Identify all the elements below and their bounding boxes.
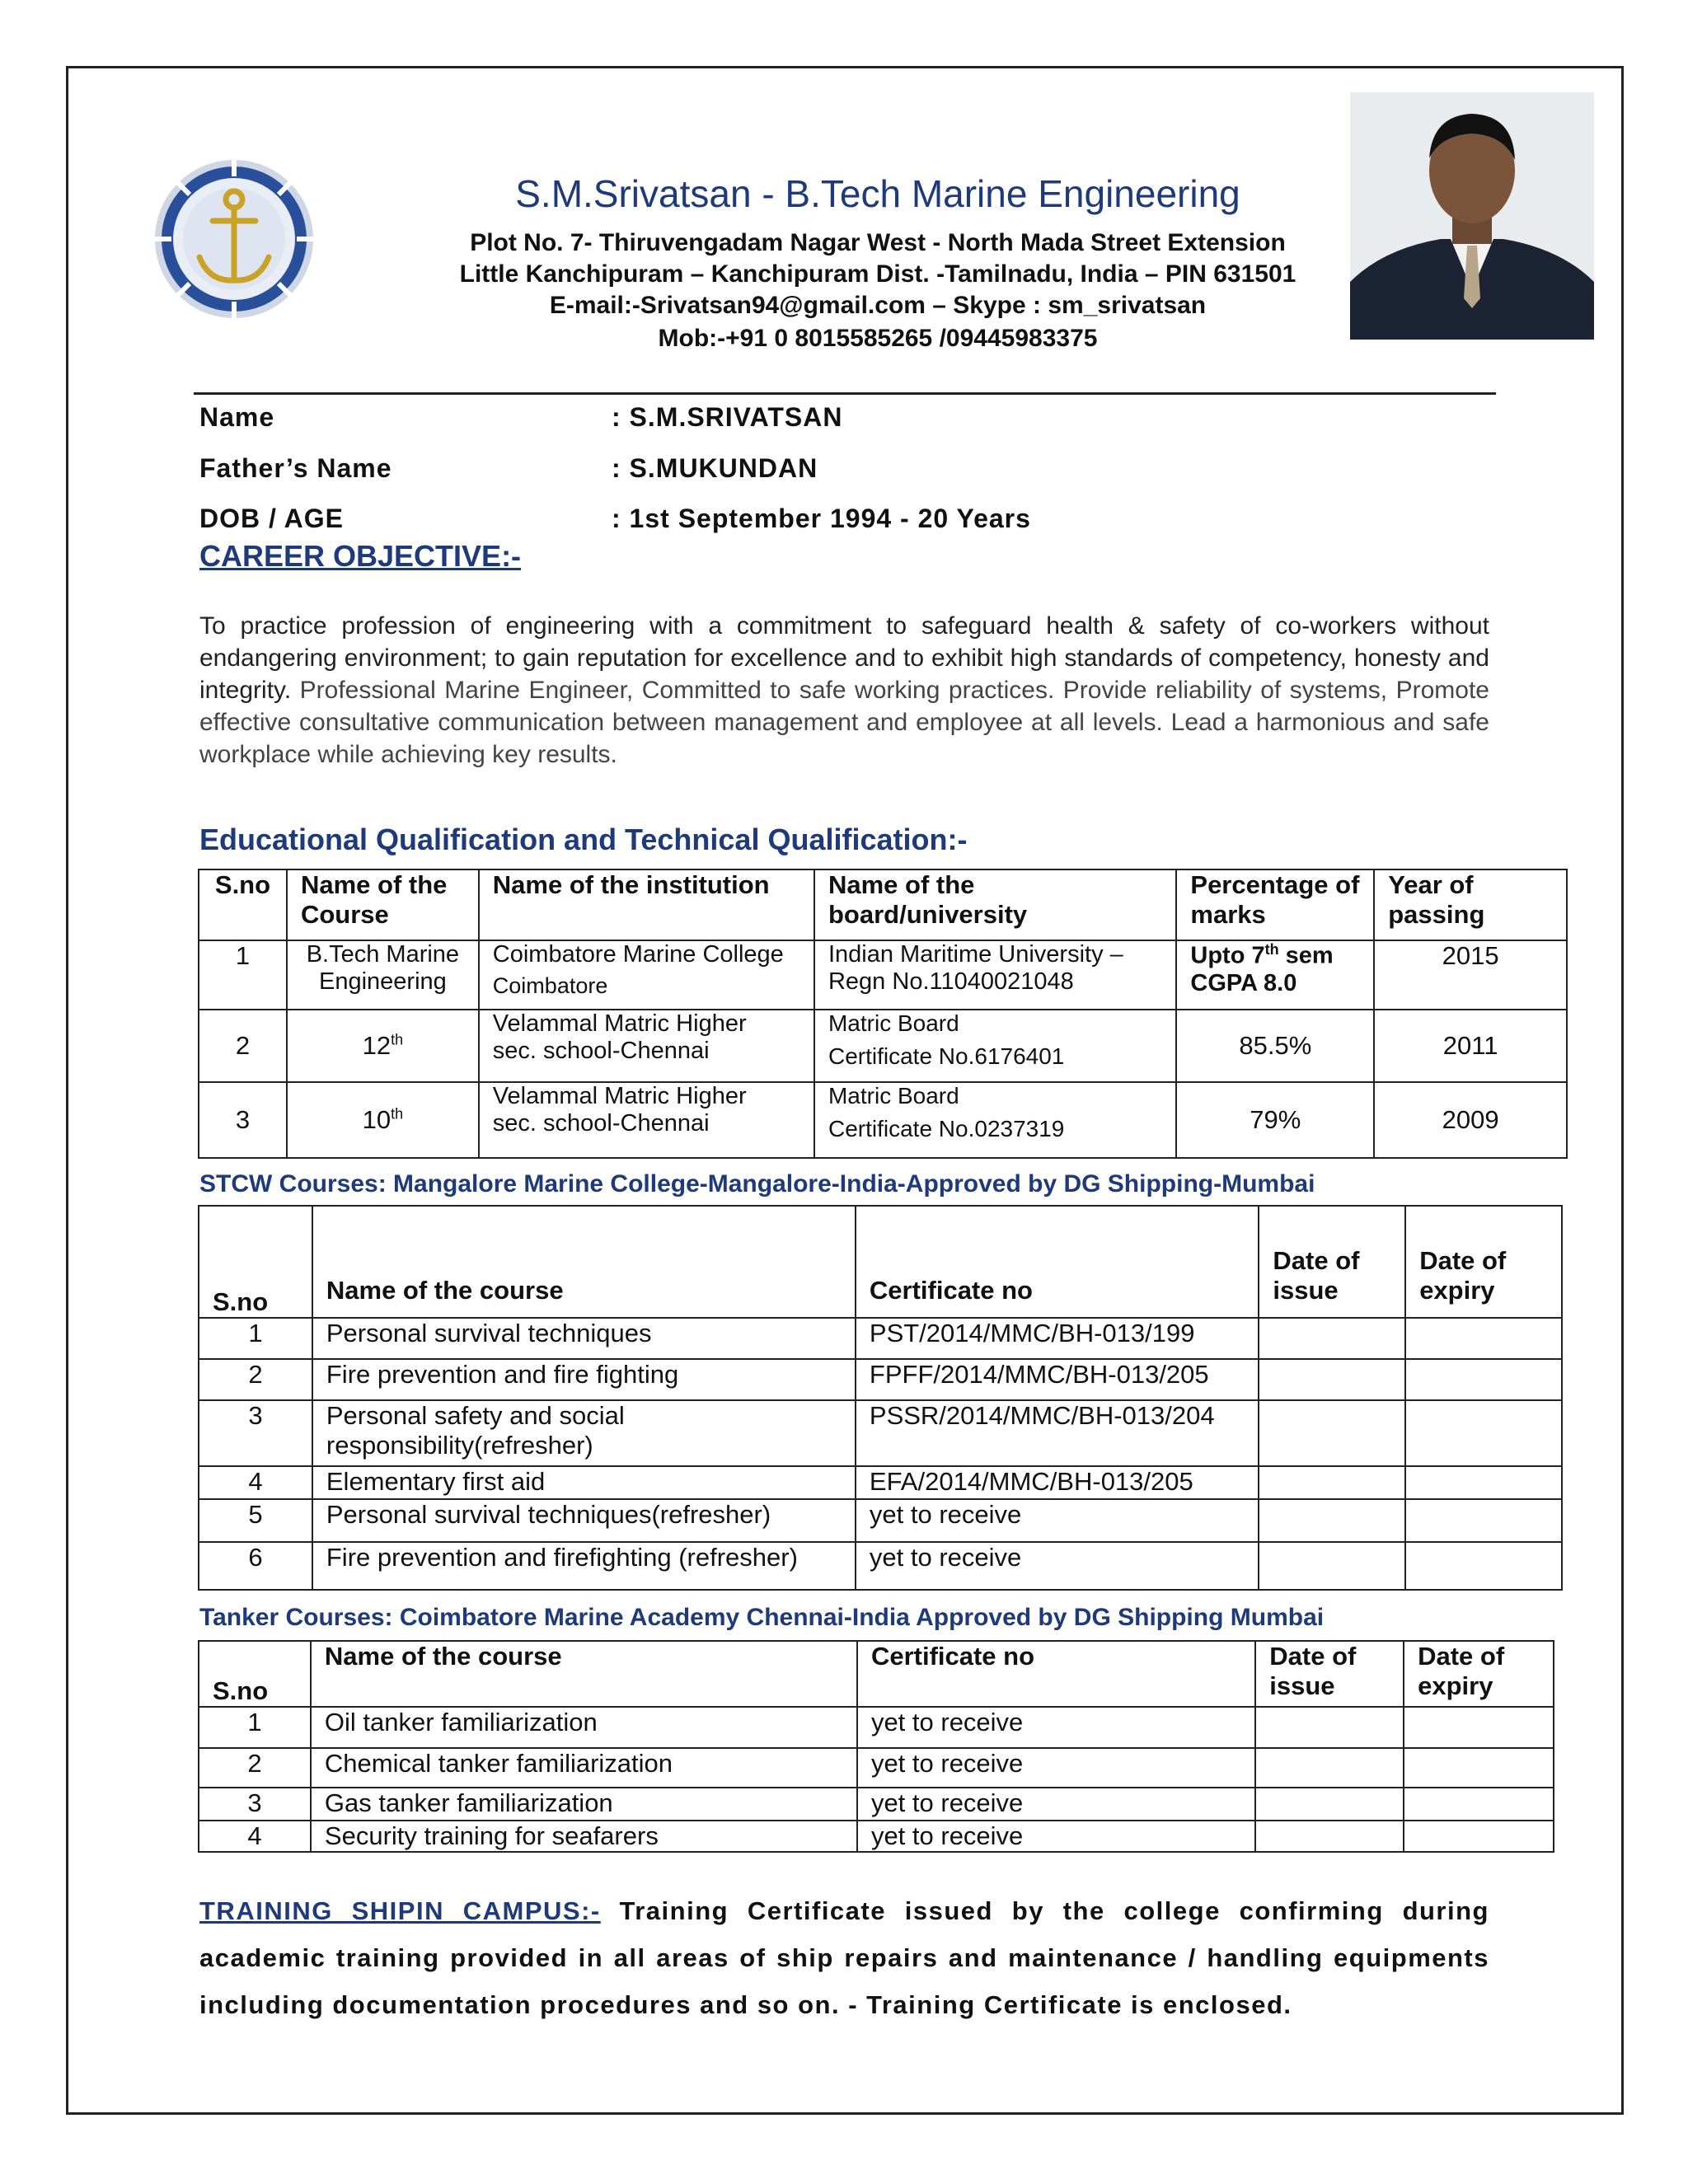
header-percentage: Percentage of marks (1176, 869, 1374, 940)
board-name: Matric Board (828, 1083, 959, 1108)
expiry-cell (1405, 1318, 1562, 1359)
table-row (199, 1542, 1562, 1590)
education-header-row (199, 869, 1567, 940)
sno-cell: 2 (199, 1748, 311, 1788)
sno-cell: 2 (199, 1359, 312, 1400)
issue-cell (1259, 1542, 1405, 1590)
table-row (199, 1082, 1567, 1158)
board-cell (814, 1010, 1176, 1082)
table-row (199, 1318, 1562, 1359)
sno-cell: 2 (199, 1010, 287, 1082)
address-line-1: Plot No. 7- Thiruvengadam Nagar West - North Mada Street Extension (470, 229, 1286, 256)
address-line-2: Little Kanchipuram – Kanchipuram Dist. -Tamilnadu, India – PIN 631501 (459, 260, 1296, 288)
header-divider (194, 392, 1496, 395)
training-paragraph (199, 1887, 1489, 2028)
institution-cell (479, 1082, 814, 1158)
sno-cell: 1 (199, 1318, 312, 1359)
stcw-table (198, 1205, 1563, 1591)
career-objective-heading: CAREER OBJECTIVE:- (199, 539, 522, 573)
board-detail: Regn No.11040021048 (828, 968, 1074, 995)
header-sno: S.no (199, 1206, 312, 1318)
header-certificate: Certificate no (856, 1206, 1259, 1318)
anchor-logo (152, 157, 316, 321)
stcw-header-row (199, 1206, 1562, 1318)
certificate-cell: yet to receive (857, 1788, 1255, 1821)
table-row (199, 1499, 1562, 1542)
course-cell: Fire prevention and firefighting (refresher) (312, 1542, 856, 1590)
name-label: Name (199, 402, 275, 432)
table-row (199, 1466, 1562, 1499)
resume-title: S.M.Srivatsan - B.Tech Marine Engineering (515, 172, 1240, 215)
course-text: 10 (362, 1105, 392, 1134)
year-cell: 2009 (1374, 1082, 1567, 1158)
table-row (199, 1707, 1554, 1748)
certificate-cell: yet to receive (857, 1821, 1255, 1852)
tanker-heading: Tanker Courses: Coimbatore Marine Academy Chennai-India Approved by DG Shipping Mumbai (199, 1604, 1325, 1631)
dob-label: DOB / AGE (199, 504, 344, 533)
certificate-cell: yet to receive (856, 1499, 1259, 1542)
table-row (199, 1821, 1554, 1852)
tanker-table (198, 1640, 1554, 1853)
institution-city: sec. school-Chennai (492, 1038, 710, 1064)
header-date-expiry: Date of expiry (1404, 1641, 1554, 1707)
institution-cell (479, 940, 814, 1010)
sno-cell: 3 (199, 1788, 311, 1821)
course-cell: Personal survival techniques(refresher) (312, 1499, 856, 1542)
board-name: Indian Maritime University – (828, 941, 1123, 968)
course-cell: Oil tanker familiarization (311, 1707, 857, 1748)
percentage-cell: 79% (1176, 1082, 1374, 1158)
year-cell: 2011 (1374, 1010, 1567, 1082)
course-text: 12 (362, 1031, 392, 1060)
certificate-cell: FPFF/2014/MMC/BH-013/205 (856, 1359, 1259, 1400)
father-name-label: Father’s Name (199, 453, 392, 483)
expiry-cell (1405, 1499, 1562, 1542)
expiry-cell (1405, 1466, 1562, 1499)
course-sup: th (391, 1105, 404, 1122)
certificate-cell: PST/2014/MMC/BH-013/199 (856, 1318, 1259, 1359)
expiry-cell (1404, 1821, 1554, 1852)
course-cell: Elementary first aid (312, 1466, 856, 1499)
header-date-issue: Date of issue (1255, 1641, 1404, 1707)
expiry-cell (1404, 1788, 1554, 1821)
name-value: : S.M.SRIVATSAN (612, 402, 843, 432)
education-heading: Educational Qualification and Technical Qualification:- (199, 823, 968, 856)
percentage-tail: sem (1278, 942, 1334, 969)
course-sup: th (391, 1031, 404, 1048)
header-date-expiry: Date of expiry (1405, 1206, 1562, 1318)
course-cell: Personal survival techniques (312, 1318, 856, 1359)
certificate-cell: yet to receive (857, 1707, 1255, 1748)
expiry-cell (1404, 1707, 1554, 1748)
certificate-cell: yet to receive (857, 1748, 1255, 1788)
percentage-text: Upto 7 (1190, 942, 1265, 969)
table-row (199, 1359, 1562, 1400)
course-cell: Security training for seafarers (311, 1821, 857, 1852)
header-board: Name of the board/university (814, 869, 1176, 940)
stcw-heading: STCW Courses: Mangalore Marine College-Mangalore-India-Approved by DG Shipping-Mumbai (199, 1170, 1315, 1197)
issue-cell (1259, 1466, 1405, 1499)
course-cell: Personal safety and social responsibility(refresher) (312, 1400, 856, 1466)
course-cell (287, 1010, 479, 1082)
career-objective-text (199, 610, 1489, 771)
course-cell: Chemical tanker familiarization (311, 1748, 857, 1788)
header-course: Name of the Course (287, 869, 479, 940)
expiry-cell (1405, 1359, 1562, 1400)
course-cell: B.Tech Marine Engineering (287, 940, 479, 1010)
career-text-b: Professional Marine Engineer, Committed to safe working practices. Provide reliability of systems, Promote effective consultative communication between management and employee at all levels. Lead a harmonious and safe workplace while achieving key results. (199, 677, 1489, 768)
table-row (199, 1400, 1562, 1466)
sno-cell: 3 (199, 1400, 312, 1466)
table-row (199, 1788, 1554, 1821)
issue-cell (1259, 1359, 1405, 1400)
header-sno: S.no (199, 1641, 311, 1707)
career-text-a: To practice profession of engineering with a commitment to safeguard health & safety of co-workers without endangering environment; to gain reputation for excellence and to exhibit high standards of competency, honesty and integrity. (199, 612, 1489, 704)
cgpa-text: CGPA 8.0 (1190, 969, 1297, 996)
header-course: Name of the course (311, 1641, 857, 1707)
certificate-cell: PSSR/2014/MMC/BH-013/204 (856, 1400, 1259, 1466)
mobile-line: Mob:-+91 0 8015585265 /09445983375 (658, 325, 1098, 352)
institution-name: Velammal Matric Higher (492, 1083, 747, 1109)
expiry-cell (1404, 1748, 1554, 1788)
table-row (199, 1010, 1567, 1082)
issue-cell (1259, 1499, 1405, 1542)
institution-cell (479, 1010, 814, 1082)
board-detail: Certificate No.0237319 (828, 1116, 1065, 1141)
sno-cell: 1 (199, 940, 287, 1010)
sno-cell: 6 (199, 1542, 312, 1590)
sno-cell: 3 (199, 1082, 287, 1158)
board-cell (814, 1082, 1176, 1158)
issue-cell (1255, 1748, 1404, 1788)
expiry-cell (1405, 1542, 1562, 1590)
dob-value: : 1st September 1994 - 20 Years (612, 504, 1031, 533)
institution-name: Velammal Matric Higher (492, 1010, 747, 1037)
certificate-cell: yet to receive (856, 1542, 1259, 1590)
father-name-value: : S.MUKUNDAN (612, 453, 818, 483)
sno-cell: 4 (199, 1466, 312, 1499)
education-table (198, 869, 1568, 1159)
tanker-header-row (199, 1641, 1554, 1707)
issue-cell (1259, 1318, 1405, 1359)
training-text: Training Certificate issued by the college confirming during academic training provided in all areas of ship repairs and maintenance / handling equipments including documentation procedures and so on. - Training Certificate is enclosed. (199, 1896, 1489, 2019)
institution-city: sec. school-Chennai (492, 1110, 710, 1137)
year-cell: 2015 (1374, 940, 1567, 1010)
board-name: Matric Board (828, 1010, 959, 1036)
percentage-cell: 85.5% (1176, 1010, 1374, 1082)
sno-cell: 1 (199, 1707, 311, 1748)
institution-city: Coimbatore (492, 973, 608, 998)
issue-cell (1259, 1400, 1405, 1466)
contact-line: E-mail:-Srivatsan94@gmail.com – Skype : sm_srivatsan (549, 292, 1207, 319)
table-row (199, 940, 1567, 1010)
course-cell: Fire prevention and fire fighting (312, 1359, 856, 1400)
course-cell: Gas tanker familiarization (311, 1788, 857, 1821)
training-label: TRAINING SHIPIN CAMPUS:- (199, 1896, 601, 1925)
sno-cell: 4 (199, 1821, 311, 1852)
expiry-cell (1405, 1400, 1562, 1466)
issue-cell (1255, 1788, 1404, 1821)
header-course: Name of the course (312, 1206, 856, 1318)
table-row (199, 1748, 1554, 1788)
certificate-cell: EFA/2014/MMC/BH-013/205 (856, 1466, 1259, 1499)
header-date-issue: Date of issue (1259, 1206, 1405, 1318)
header-sno: S.no (199, 869, 287, 940)
sno-cell: 5 (199, 1499, 312, 1542)
issue-cell (1255, 1707, 1404, 1748)
percentage-cell (1176, 940, 1374, 1010)
institution-name: Coimbatore Marine College (492, 941, 784, 968)
board-cell (814, 940, 1176, 1010)
course-cell (287, 1082, 479, 1158)
header-year: Year of passing (1374, 869, 1567, 940)
header-certificate: Certificate no (857, 1641, 1255, 1707)
board-detail: Certificate No.6176401 (828, 1043, 1065, 1069)
percentage-sup: th (1264, 941, 1279, 958)
issue-cell (1255, 1821, 1404, 1852)
percentage-line (1190, 941, 1360, 970)
header-institution: Name of the institution (479, 869, 814, 940)
